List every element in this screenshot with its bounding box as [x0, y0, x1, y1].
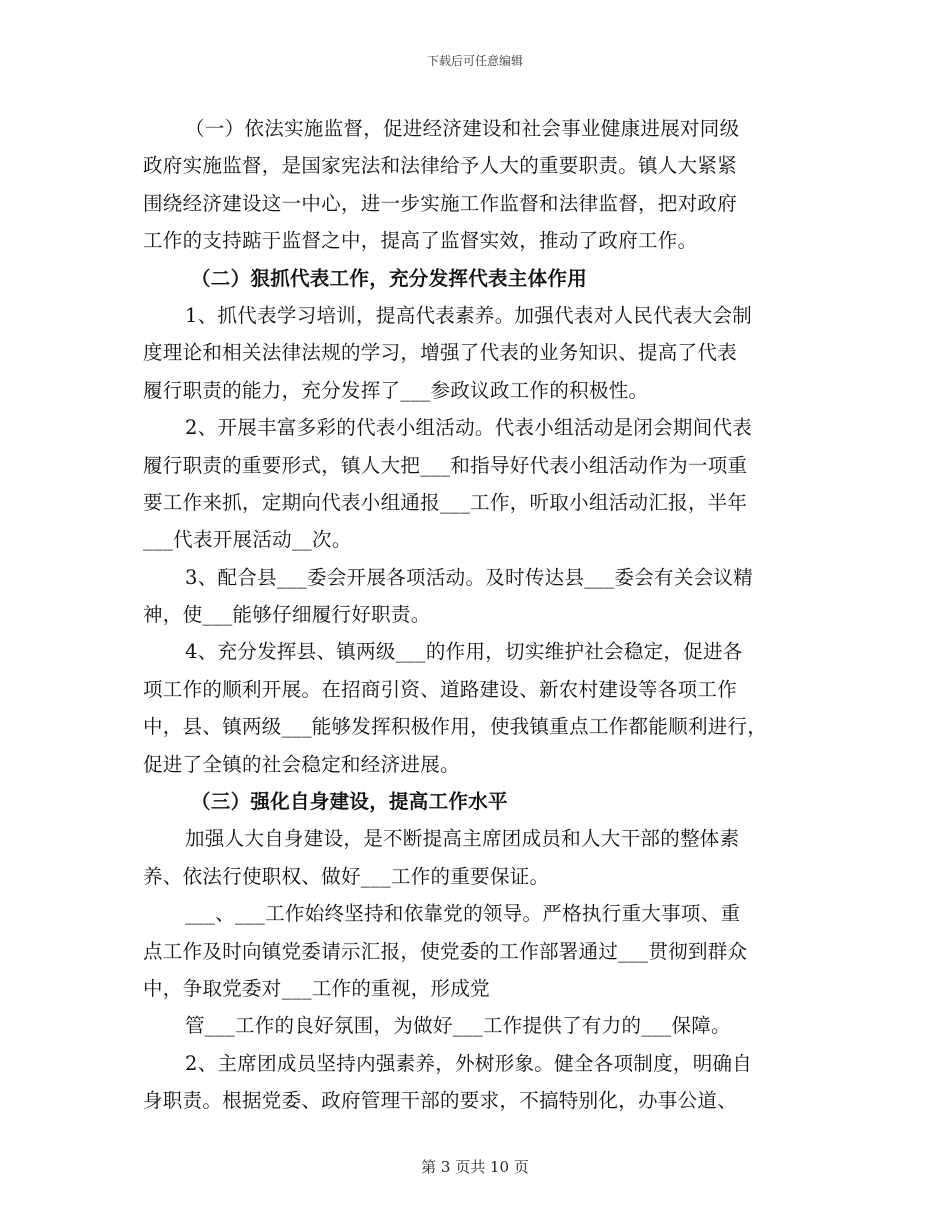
- paragraph-line: （一）依法实施监督，促进经济建设和社会事业健康进展对同级: [185, 117, 740, 140]
- paragraph-line: ___代表开展活动__次。: [143, 528, 352, 552]
- paragraph-line: 中，县、镇两级___能够发挥积极作用，使我镇重点工作都能顺利进行，: [143, 715, 768, 739]
- paragraph-line: 2、开展丰富多彩的代表小组活动。代表小组活动是闭会期间代表: [185, 416, 753, 440]
- paragraph-line: 点工作及时向镇党委请示汇报，使党委的工作部署通过___贯彻到群众: [143, 939, 748, 963]
- paragraph-line: 工作的支持踮于监督之中，提高了监督实效，推动了政府工作。: [143, 229, 698, 253]
- paragraph-line: 身职责。根据党委、政府管理干部的要求，不搞特别化，办事公道、: [143, 1089, 738, 1113]
- paragraph-line: 项工作的顺利开展。在招商引资、道路建设、新农村建设等各项工作: [143, 677, 738, 701]
- paragraph-line: 度理论和相关法律法规的学习，增强了代表的业务知识、提高了代表: [143, 341, 738, 365]
- paragraph-line: 加强人大自身建设，是不断提高主席团成员和人大干部的整体素: [185, 827, 740, 851]
- paragraph-line: 促进了全镇的社会稳定和经济进展。: [143, 752, 460, 776]
- paragraph-line: 3、配合县___委会开展各项活动。及时传达县___委会有关会议精: [185, 565, 754, 589]
- page-header: 下载后可任意编辑: [426, 54, 523, 68]
- paragraph-line: 履行职责的能力，充分发挥了___参政议政工作的积极性。: [143, 378, 649, 402]
- paragraph-line: 要工作来抓，定期向代表小组通报___工作，听取小组活动汇报，半年: [143, 490, 748, 514]
- paragraph-line: 4、充分发挥县、镇两级___的作用，切实维护社会稳定，促进各: [185, 640, 743, 664]
- page-footer: 第 3 页共 10 页: [421, 1158, 529, 1176]
- section-heading: （二）狠抓代表工作，充分发挥代表主体作用: [191, 266, 588, 290]
- paragraph-line: 管___工作的良好氛围，为做好___工作提供了有力的___保障。: [185, 1014, 731, 1038]
- paragraph-line: 2、主席团成员坚持内强素养，外树形象。健全各项制度，明确自: [185, 1051, 753, 1075]
- paragraph-line: 围绕经济建设这一中心，进一步实施工作监督和法律监督，把对政府: [143, 191, 738, 215]
- paragraph-line: 中，争取党委对___工作的重视，形成党: [143, 976, 490, 1000]
- paragraph-line: 履行职责的重要形式，镇人大把___和指导好代表小组活动作为一项重: [143, 453, 748, 477]
- paragraph-line: ___、___工作始终坚持和依靠党的领导。严格执行重大事项、重: [185, 902, 741, 926]
- section-heading: （三）强化自身建设，提高工作水平: [191, 790, 508, 814]
- paragraph-line: 1、抓代表学习培训，提高代表素养。加强代表对人民代表大会制: [185, 303, 753, 327]
- paragraph-line: 养、依法行使职权、做好___工作的重要保证。: [143, 864, 550, 888]
- paragraph-line: 政府实施监督，是国家宪法和法律给予人大的重要职责。镇人大紧紧: [143, 154, 738, 178]
- document-body: [143, 110, 808, 1120]
- paragraph-line: 神，使___能够仔细履行好职责。: [143, 603, 431, 627]
